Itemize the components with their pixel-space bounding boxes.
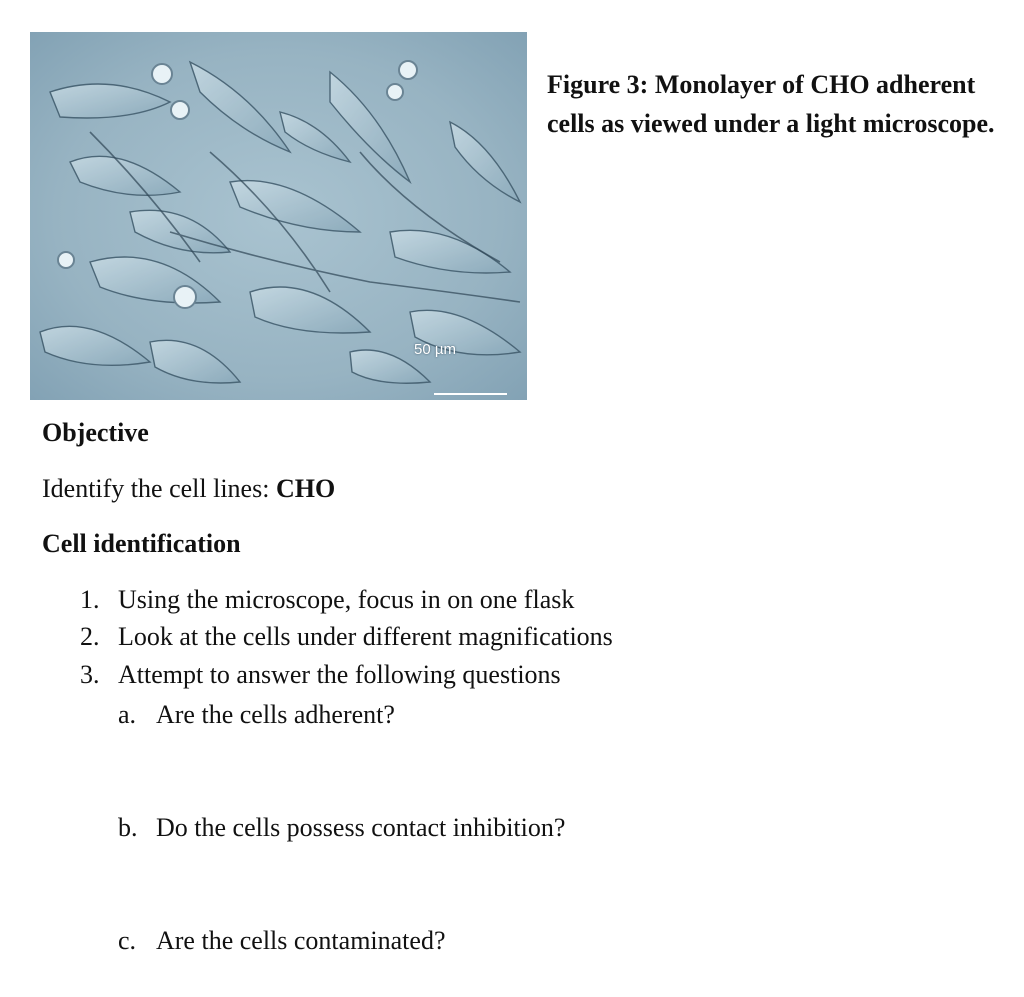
objective-text-label: Identify the cell lines: — [42, 474, 276, 503]
question-marker: b. — [118, 813, 138, 842]
question-marker: c. — [118, 926, 137, 955]
list-marker: 2. — [80, 622, 100, 651]
scale-bar-label: 50 µm — [414, 341, 456, 358]
objective-heading: Objective — [42, 418, 149, 447]
list-text: Look at the cells under different magnifications — [118, 622, 613, 651]
question-marker: a. — [118, 700, 137, 729]
list-marker: 3. — [80, 660, 100, 689]
scale-bar — [434, 393, 507, 395]
list-text: Using the microscope, focus in on one flask — [118, 585, 575, 614]
question-text: Are the cells contaminated? — [156, 926, 446, 955]
question-text: Are the cells adherent? — [156, 700, 395, 729]
figure-caption: Figure 3: Monolayer of CHO adherent cells as viewed under a light microscope. — [547, 70, 995, 138]
question-text: Do the cells possess contact inhibition? — [156, 813, 566, 842]
cell-line-name: CHO — [275, 474, 336, 503]
cell-identification-heading: Cell identification — [42, 529, 241, 558]
list-text: Attempt to answer the following questions — [118, 660, 561, 689]
list-marker: 1. — [80, 585, 100, 614]
objective-text — [42, 474, 335, 504]
